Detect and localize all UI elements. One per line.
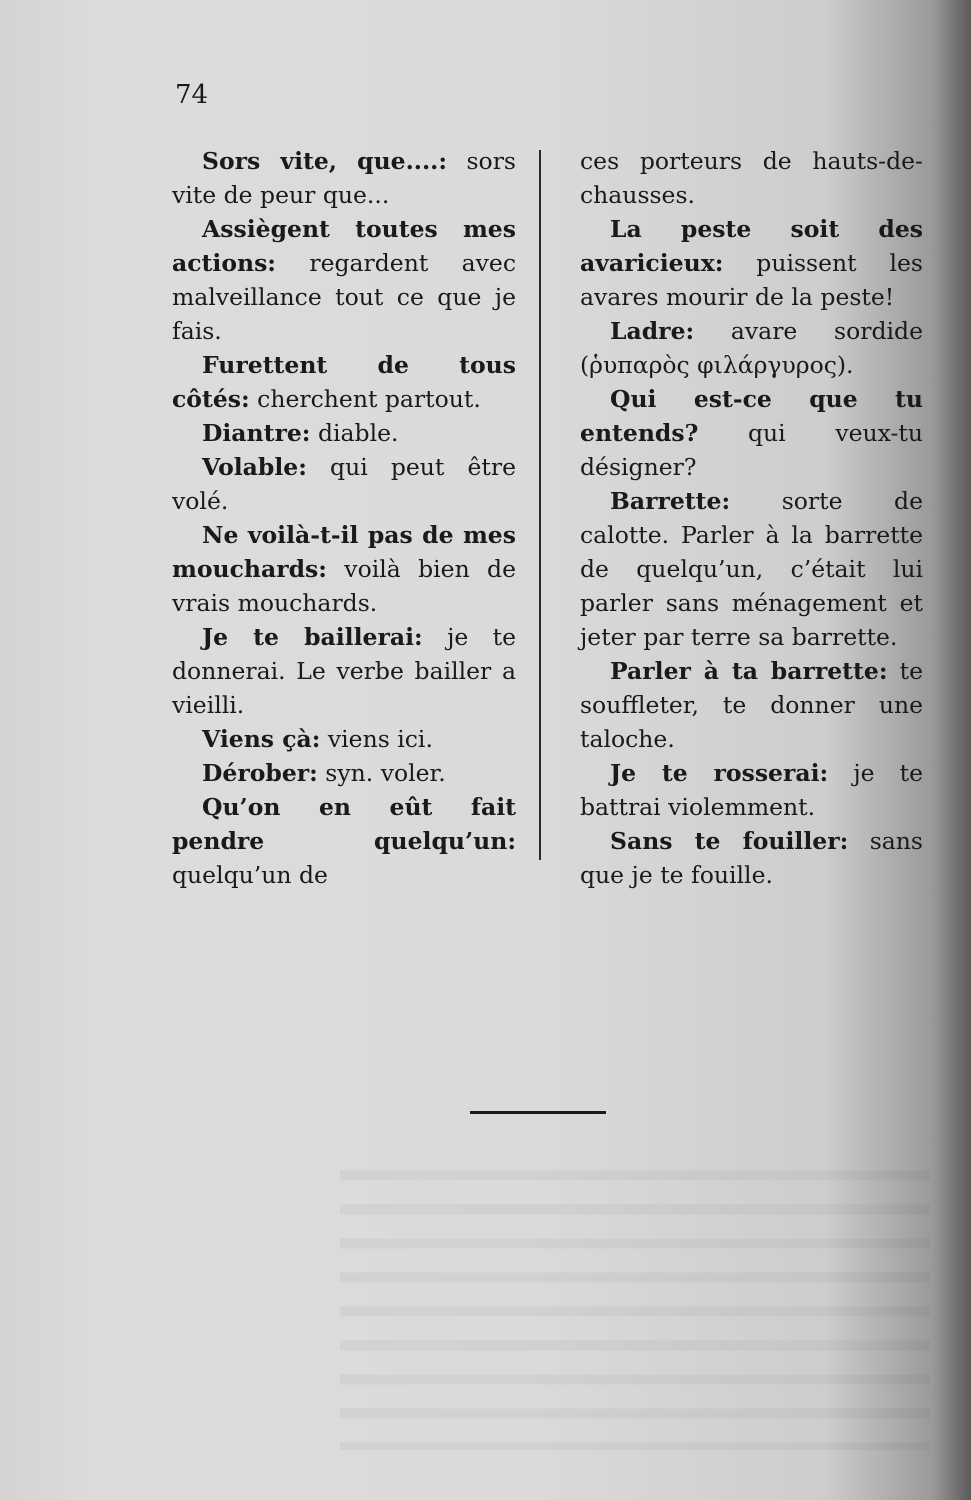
entry-definition: avare sordide (ῥυπαρὸς φιλάργυρος). <box>580 317 923 379</box>
entry-term: Dérober: <box>202 759 318 787</box>
column-divider <box>539 150 541 860</box>
entry-continuation <box>580 144 923 212</box>
entry-definition: ces porteurs de hauts-de-chausses. <box>580 147 923 209</box>
entry <box>580 756 923 824</box>
entry-definition: te souffleter, te donner une taloche. <box>580 657 923 753</box>
entry-term: Assiègent toutes mes actions: <box>172 215 516 277</box>
entry-term: La peste soit des avaricieux: <box>580 215 923 277</box>
entry <box>172 144 516 212</box>
entry-definition: qui veux-tu désigner? <box>580 419 923 481</box>
entry-definition: sorte de calotte. Parler à la barrette de quelqu’un, c’était lui parler sans ménagement et jeter par terre sa barrette. <box>580 487 923 651</box>
entry-definition: diable. <box>310 419 399 447</box>
entry <box>580 824 923 892</box>
entry <box>172 348 516 416</box>
entry <box>580 484 923 654</box>
entry <box>172 756 516 790</box>
section-rule <box>470 1111 606 1114</box>
entry-term: Je te baillerai: <box>202 623 423 651</box>
entry-term: Barrette: <box>610 487 731 515</box>
entry-definition: viens ici. <box>320 725 433 753</box>
entry-definition: syn. voler. <box>317 759 446 787</box>
entry-term: Diantre: <box>202 419 311 447</box>
show-through-texture <box>340 1150 930 1450</box>
entry-term: Je te rosserai: <box>610 759 829 787</box>
right-column <box>580 144 923 892</box>
entry <box>172 790 516 892</box>
entry <box>580 212 923 314</box>
entry-term: Ne voilà-t-il pas de mes mouchards: <box>172 521 516 583</box>
entry-definition: cherchent partout. <box>249 385 481 413</box>
entry-term: Volable: <box>202 453 307 481</box>
entry-definition: sans que je te fouille. <box>580 827 923 889</box>
entry-definition: puissent les avares mourir de la peste! <box>580 249 923 311</box>
entry-definition: sors vite de peur que... <box>172 147 516 209</box>
entry <box>172 722 516 756</box>
entry-definition: qui peut être volé. <box>172 453 516 515</box>
entry <box>580 314 923 382</box>
entry-definition: voilà bien de vrais mouchards. <box>172 555 516 617</box>
entry-term: Qui est-ce que tu entends? <box>580 385 923 447</box>
entry-definition: je te donnerai. Le verbe bailler a vieilli. <box>172 623 517 719</box>
left-column <box>172 144 516 892</box>
entry-definition: je te battrai violemment. <box>580 759 923 821</box>
entry-definition: regardent avec malveillance tout ce que je fais. <box>172 249 516 345</box>
entry <box>580 382 923 484</box>
entry <box>580 654 923 756</box>
entry-term: Furettent de tous côtés: <box>172 351 516 413</box>
page-number: 74 <box>175 80 209 110</box>
entry-term: Viens çà: <box>202 725 321 753</box>
entry-term: Parler à ta barrette: <box>610 657 888 685</box>
entry <box>172 416 516 450</box>
entry-term: Ladre: <box>610 317 695 345</box>
entry-term: Qu’on en eût fait pendre quelqu’un: <box>172 793 516 855</box>
entry-term: Sors vite, que....: <box>202 147 448 175</box>
entry-definition: quelqu’un de <box>172 861 328 889</box>
entry <box>172 450 516 518</box>
entry <box>172 518 516 620</box>
entry <box>172 212 516 348</box>
entry-term: Sans te fouiller: <box>610 827 849 855</box>
entry <box>172 620 516 722</box>
